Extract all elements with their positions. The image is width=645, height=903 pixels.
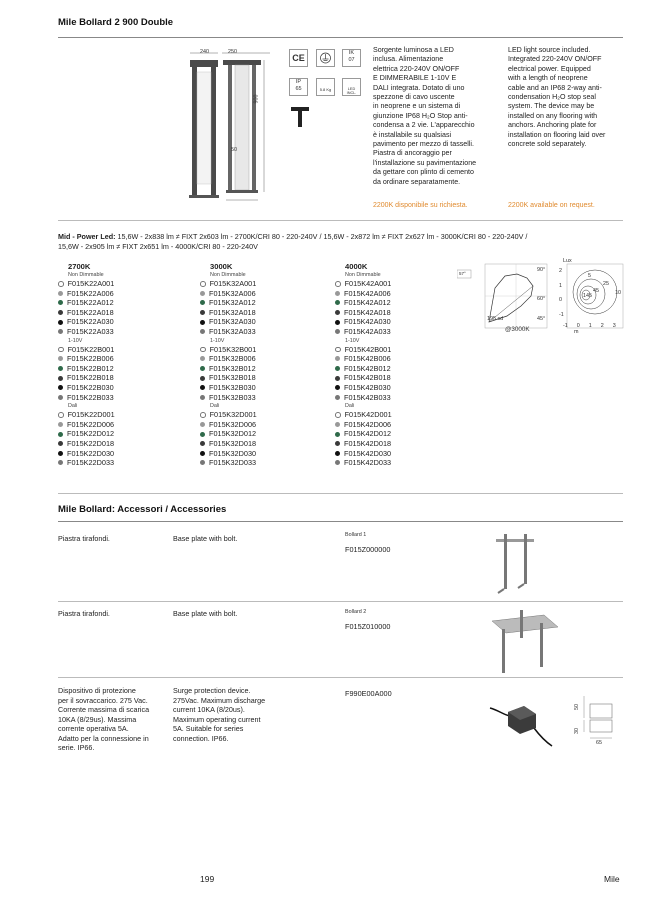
accessory-desc-line: 5A. Suitable for series [173,724,244,733]
product-code: F015K32A012 [209,298,256,308]
description-line: DALI integrata. Dotato di uno [373,83,465,92]
product-code: F015K42B018 [344,373,391,383]
product-code: F015K42A006 [344,288,391,298]
description-line: system. The device may be [508,102,595,111]
lux-label: Lux [563,258,572,264]
product-code: F015K22D012 [67,429,115,439]
finish-color-dot [335,451,340,456]
isolux-y-ticks [559,264,564,322]
product-code-row [58,289,183,299]
accessory-3-code: F990E00A000 [345,689,392,698]
codes-column-4000k [335,262,460,468]
surge-dim-h2: 30 [574,728,580,734]
finish-color-dot [200,460,205,465]
accessory-desc-line: per il sovraccarico. 275 Vac. [58,695,148,705]
description-line: spezzone di cavo uscente [373,93,455,102]
product-code: F015K32D001 [209,410,257,420]
led-label: LED INCL. [346,87,357,95]
product-code-row [58,383,183,393]
dimming-label: 1-10V [68,337,83,344]
product-code: F015K42D030 [344,448,392,458]
dimming-label: Non Dimmable [68,272,104,278]
accessory-2-code: F015Z010000 [345,622,391,631]
finish-color-dot [58,385,63,390]
surge-dim-h1: 50 [574,704,580,710]
product-code-row [200,410,325,420]
finish-color-dot [58,281,64,287]
finish-color-dot [335,291,340,296]
product-code-row [335,279,460,289]
description-line: da gettare con plinto di cemento [373,168,474,177]
product-family: Mile [604,874,620,884]
finish-color-dot [335,385,340,390]
product-code-row [200,439,325,449]
product-code-row [335,420,460,430]
surge-dim-w: 65 [596,740,602,746]
accessory-desc-line: current 10KA (8/20us). [173,705,245,714]
product-code-row [335,308,460,318]
finish-color-dot [335,376,340,381]
color-temp: @3000K [505,326,530,333]
product-code-row [335,393,460,403]
power-line-1: 15,6W - 2x838 lm ≠ FIXT 2x603 lm - 2700K/CRI 80 - 220-240V / 15,6W - 2x872 lm ≠ FIXT 2x627 lm - 3000K/CRI 80 - 220-240V / [115,232,528,241]
accessory-desc-line: 275Vac. Maximum discharge [173,695,266,705]
accessory-desc-line: Dispositivo di protezione [58,686,136,695]
y-tick: 0 [559,297,562,303]
codes-column-3000k [200,262,325,468]
description-line: anchors. Anchoring plate for [508,121,597,130]
product-code: F015K22B006 [67,354,114,364]
finish-color-dot [58,376,63,381]
product-code: F015K22D006 [67,419,115,429]
description-line: installation on flooring laid over [508,130,606,139]
dim-height: 900 [253,94,260,104]
iso-145: 145 [583,293,592,299]
y-tick: -1 [559,311,564,318]
surge-protector-image [486,690,626,760]
dimming-label: Dali [68,403,78,410]
product-code-row [200,393,325,403]
product-code: F015K32B033 [209,392,256,402]
finish-color-dot [335,310,340,315]
product-code: F015K42A012 [344,298,391,308]
product-code: F015K42B001 [344,344,392,354]
product-code-row [200,327,325,337]
finish-color-dot [200,385,205,390]
finish-color-dot [200,291,205,296]
meter-label: m [574,329,579,335]
section-divider [58,493,623,494]
product-code: F015K42B033 [344,392,391,402]
product-code: F015K22A018 [67,307,114,317]
beam-angle: 57° [459,271,466,276]
finish-color-dot [335,395,340,400]
finish-color-dot [58,441,63,446]
accessory-desc-line: connection. IP66. [173,733,229,743]
finish-color-dot [58,412,64,418]
finish-color-dot [335,441,340,446]
finish-color-dot [200,395,205,400]
finish-color-dot [58,347,64,353]
product-code: F015K22B030 [67,382,114,392]
finish-color-dot [200,366,205,371]
angle-60: 60° [537,296,546,302]
product-code-row [200,364,325,374]
finish-color-dot [58,320,63,325]
note-en: 2200K available on request. [508,202,595,209]
product-code: F015K22A030 [67,317,114,327]
product-code-row [58,298,183,308]
description-line: giunzione IP68 H₂O Stop anti- [373,111,468,120]
ip-value: 65 [295,86,302,92]
finish-color-dot [58,356,63,361]
product-code: F015K22A033 [67,326,114,336]
power-label: Mid - Power Led: [58,232,116,241]
product-code: F015K42D033 [344,458,392,468]
led-included-icon [342,78,361,96]
product-code-row [335,449,460,459]
product-code-row [200,429,325,439]
accessory-2-label: Bollard 2 [345,609,367,615]
product-code-row [335,439,460,449]
product-code: F015K42A018 [344,307,391,317]
finish-color-dot [58,291,63,296]
product-code: F015K32B001 [209,344,257,354]
product-code-row [335,364,460,374]
description-line: E DIMMERABILE 1-10V E [373,74,457,83]
product-code-row [58,410,183,420]
product-code-row [200,420,325,430]
ground-class-icon [316,49,335,67]
page-number: 199 [200,874,215,884]
description-line: condensation H₂O stop seal [508,93,596,102]
product-code: F015K32A001 [209,279,257,288]
product-code: F015K42D001 [344,410,392,420]
x-tick: 2 [600,323,604,329]
finish-color-dot [200,281,206,287]
x-tick: 3 [612,323,616,329]
power-specs [58,232,628,252]
y-tick: 1 [559,282,562,289]
finish-color-dot [200,329,205,334]
finish-color-dot [335,300,340,305]
product-code-row [58,345,183,355]
finish-color-dot [335,412,341,418]
dimming-label: Non Dimmable [210,272,246,278]
finish-color-dot [200,356,205,361]
product-code: F015K22A012 [67,298,114,308]
product-code: F015K32D033 [209,458,257,468]
accessory-desc-line: serie. IP66. [58,743,95,752]
product-code-row [58,327,183,337]
product-code: F015K32D006 [209,419,257,429]
product-code: F015K42A033 [344,326,391,336]
product-code-row [335,429,460,439]
dimming-label: Non Dimmable [345,272,381,278]
product-code: F015K22B001 [67,344,115,354]
ik-rating-icon [342,49,361,67]
product-code-row [200,373,325,383]
finish-color-dot [335,320,340,325]
finish-color-dot [58,366,63,371]
base-plate-1-image [490,533,550,595]
product-code: F015K32A018 [209,307,256,317]
product-code-row [335,289,460,299]
product-code: F015K32B006 [209,354,256,364]
product-code-row [200,345,325,355]
angle-45: 45° [537,316,546,322]
finish-color-dot [200,412,206,418]
finish-color-dot [200,310,205,315]
product-code: F015K32D012 [209,429,257,439]
product-code-row [58,373,183,383]
product-code: F015K22A001 [67,279,115,288]
product-code: F015K32D018 [209,438,257,448]
page-title: Mile Bollard 2 900 Double [58,17,174,28]
product-code-row [58,429,183,439]
finish-color-dot [200,451,205,456]
description-line: da ordinare separatamente. [373,177,461,186]
x-tick: 0 [576,323,580,329]
description-line: concrete sold separately. [508,140,587,149]
accessory-1-code: F015Z000000 [345,545,391,554]
iso-5: 5 [588,273,591,279]
description-line: elettrica 220-240V ON/OFF [373,64,460,73]
dim-top-left: 240 [200,49,209,55]
finish-color-dot [335,366,340,371]
iso-25: 25 [603,281,609,287]
product-code-row [58,439,183,449]
accessory-1-desc-en: Base plate with bolt. [173,534,238,543]
product-code: F015K32B018 [209,373,256,383]
product-code: F015K42D018 [344,438,392,448]
finish-color-dot [335,422,340,427]
accessory-2-desc-en: Base plate with bolt. [173,609,238,618]
description-line: installed on any flooring with [508,111,598,120]
description-line: with a length of neoprene [508,74,588,83]
finish-color-dot [335,329,340,334]
finish-color-dot [200,422,205,427]
finish-color-dot [200,376,205,381]
description-line: in neoprene e un sistema di [373,102,461,111]
accessory-3-desc-it [58,686,149,753]
product-code-row [200,279,325,289]
accessory-3-desc-en [173,686,265,743]
product-code: F015K32B030 [209,382,256,392]
product-code: F015K22D033 [67,458,115,468]
isolux-x-ticks [563,323,616,329]
accessory-desc-line: 10KA (8/29us). Massima [58,714,137,724]
dimming-label: 1-10V [210,337,225,344]
ce-mark-icon: CE [289,49,308,67]
accessory-2-desc-it: Piastra tirafondi. [58,609,110,618]
product-code-row [200,298,325,308]
product-code-row [335,298,460,308]
finish-color-dot [335,281,341,287]
finish-color-dot [58,422,63,427]
product-code-row [58,354,183,364]
iso-45: 45 [593,288,599,294]
dimming-label: Dali [345,403,355,410]
product-code-row [335,373,460,383]
description-line: l'installazione su pavimentazione [373,158,477,167]
finish-color-dot [200,441,205,446]
finish-color-dot [200,300,205,305]
ik-label: IK [348,50,355,56]
description-line: cable and an IP68 2-way anti- [508,83,602,92]
finish-color-dot [58,451,63,456]
accessory-desc-line: Corrente massima di scarica [58,705,150,714]
power-line-2: 15,6W - 2x905 lm ≠ FIXT 2x651 lm - 4000K/CRI 80 - 220-240V [58,242,258,251]
product-code-row [335,383,460,393]
finish-color-dot [335,347,341,353]
description-line: Integrated 220-240V ON/OFF [508,55,602,64]
angle-90: 90° [537,267,546,273]
description-line: electrical power. Equipped [508,64,591,73]
finish-color-dot [335,356,340,361]
product-code: F015K22D018 [67,438,115,448]
base-plate-2-image [488,607,563,677]
product-code-row [200,449,325,459]
product-code-row [58,364,183,374]
product-code: F015K42A030 [344,317,391,327]
ip-label: IP [295,79,302,85]
finish-color-dot [335,460,340,465]
dim-bottom: 50 [231,147,237,153]
product-code: F015K32A006 [209,288,256,298]
accessory-desc-line: Maximum operating current [173,714,261,724]
product-code: F015K22B012 [67,363,114,373]
description-line: inclusa. Alimentazione [373,55,444,64]
finish-color-dot [335,432,340,437]
candela-value: 195 cd [487,316,504,322]
description-line: Sorgente luminosa a LED [373,46,454,54]
accessory-1-label: Bollard 1 [345,532,367,538]
product-code: F015K22A006 [67,288,114,298]
product-code-row [335,327,460,337]
product-code: F015K42B012 [344,363,391,373]
ip-rating-icon [289,78,308,96]
installation-type-icon [289,104,311,128]
x-tick: 1 [588,323,592,329]
color-temp-title: 2700K [68,262,91,271]
finish-color-dot [58,395,63,400]
weight-icon [316,78,335,96]
product-code: F015K42B030 [344,382,391,392]
finish-color-dot [58,300,63,305]
ik-value: 07 [348,57,355,63]
note-it: 2200K disponibile su richiesta. [373,202,468,209]
x-tick: -1 [563,323,568,329]
product-code: F015K32A030 [209,317,256,327]
product-code: F015K32D030 [209,448,257,458]
product-code-row [58,279,183,289]
product-code-row [58,449,183,459]
product-code-row [200,317,325,327]
description-line: condensa a 2 vie. L'apparecchio [373,121,475,130]
description-it [373,46,498,187]
finish-color-dot [200,320,205,325]
color-temp-title: 3000K [210,262,233,271]
product-code-row [335,410,460,420]
product-code-row [335,458,460,468]
product-code-row [335,317,460,327]
product-code-row [58,458,183,468]
section-divider [58,220,623,221]
finish-color-dot [200,347,206,353]
accessory-desc-line: corrente operativa 5A. [58,724,129,733]
weight-value: 5.8 Kg [319,87,332,92]
accessory-divider [58,677,623,678]
finish-color-dot [200,432,205,437]
product-code-row [200,458,325,468]
description-en [508,46,626,149]
product-code-row [200,383,325,393]
photometric-diagram [457,262,632,342]
product-code: F015K22B018 [67,373,114,383]
product-code-row [335,354,460,364]
product-code-row [200,289,325,299]
product-code: F015K42D012 [344,429,392,439]
product-code: F015K32B012 [209,363,256,373]
product-code-row [335,345,460,355]
product-code-row [58,317,183,327]
title-divider [58,37,623,38]
product-code: F015K32A033 [209,326,256,336]
product-code-row [58,308,183,318]
accessories-title: Mile Bollard: Accessori / Accessories [58,504,227,515]
description-line: LED light source included. [508,46,591,54]
finish-color-dot [58,432,63,437]
accessories-divider [58,521,623,522]
y-tick: 2 [559,268,562,274]
finish-color-dot [58,329,63,334]
product-code-row [200,308,325,318]
product-code-row [58,420,183,430]
dimming-label: 1-10V [345,337,360,344]
product-code: F015K22B033 [67,392,114,402]
product-code-row [200,354,325,364]
codes-column-2700k [58,262,183,468]
product-code: F015K42B006 [344,354,391,364]
finish-color-dot [58,460,63,465]
accessory-divider [58,601,623,602]
accessory-desc-line: Adatto per la connessione in [58,733,149,743]
product-code: F015K42A001 [344,279,392,288]
iso-10: 10 [615,290,621,296]
description-line: è installabile su qualsiasi [373,130,452,139]
product-code: F015K22D001 [67,410,115,420]
color-temp-title: 4000K [345,262,368,271]
accessory-1-desc-it: Piastra tirafondi. [58,534,110,543]
product-drawing [58,42,288,212]
product-code: F015K22D030 [67,448,115,458]
finish-color-dot [58,310,63,315]
description-line: Piastra di ancoraggio per [373,149,452,158]
description-line: pavimento per mezzo di tasselli. [373,140,474,149]
product-code-row [58,393,183,403]
dim-top-right: 250 [228,49,237,55]
product-code: F015K42D006 [344,419,392,429]
accessory-desc-line: Surge protection device. [173,686,251,695]
dimming-label: Dali [210,403,220,410]
